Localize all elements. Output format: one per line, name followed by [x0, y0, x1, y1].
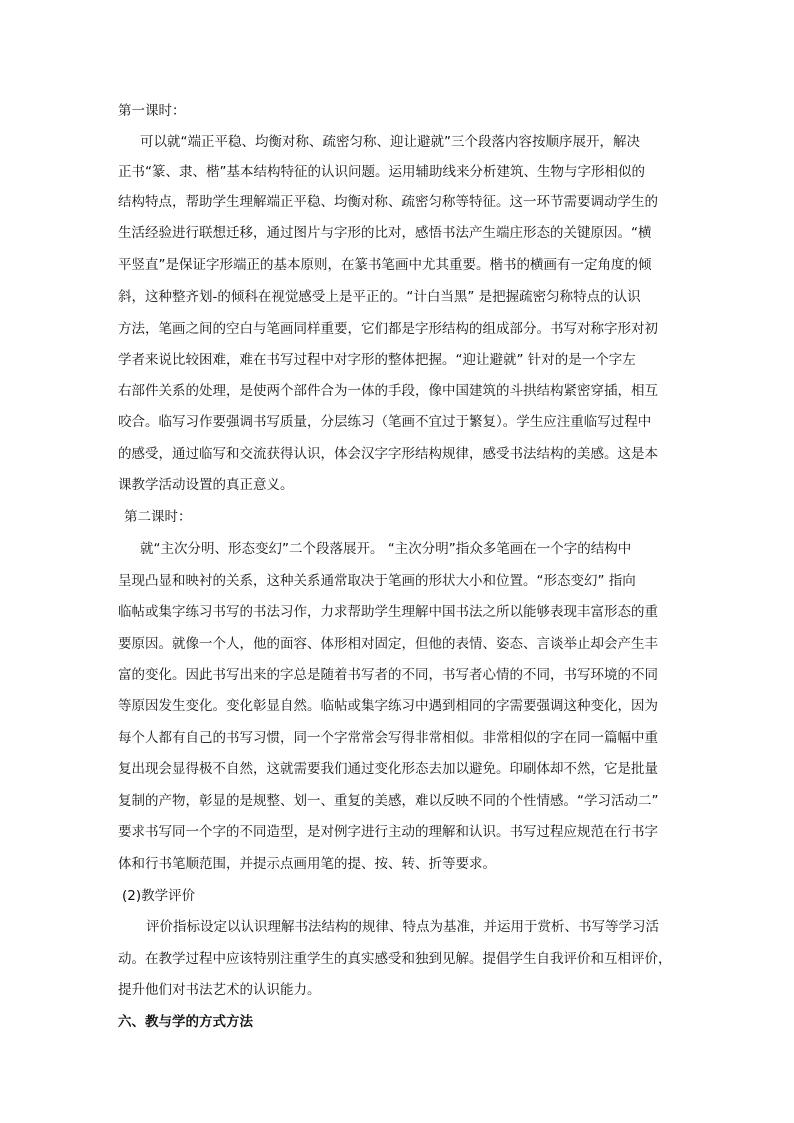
lesson2-line: 要求书写同一个字的不同造型，是对例字进行主动的理解和认识。书写过程应规范在行书字 — [118, 824, 658, 840]
lesson2-line: 就“主次分明、形态变幻”二个段落展开。 “主次分明”指众多笔画在一个字的结构中 — [140, 541, 632, 557]
lesson2-line: 每个人都有自己的书写习惯，同一个字常常会写得非常相似。非常相似的字在同一篇幅中重 — [118, 730, 658, 746]
lesson2-line: 等原因发生变化。变化彰显自然。临帖或集字练习中遇到相同的字需要强调这种变化，因为 — [118, 698, 658, 714]
lesson1-line: 咬合。临写习作要强调书写质量，分层练习（笔画不宜过于繁复）。学生应注重临写过程中 — [118, 414, 652, 430]
lesson2-line: 体和行书笔顺范围，并提示点画用笔的提、按、转、折等要求。 — [118, 856, 496, 872]
lesson1-line: 的感受，通过临写和交流获得认识，体会汉字字形结构规律，感受书法结构的美感。这是本 — [118, 446, 658, 462]
evaluation-line: 提升他们对书法艺术的认识能力。 — [118, 982, 321, 998]
lesson2-line: 富的变化。因此书写出来的字总是随着书写者的不同，书写者心情的不同，书写环境的不同 — [118, 667, 658, 683]
lesson2-heading: 第二课时： — [124, 509, 192, 525]
lesson1-line: 学者来说比较困难，难在书写过程中对字形的整体把握。“迎让避就” 针对的是一个字左 — [118, 352, 636, 368]
lesson1-heading: 第一课时： — [118, 103, 186, 119]
lesson1-line: 斜，这种整齐划-的倾科在视觉感受上是平正的。“计白当黑” 是把握疏密匀称特点的认识 — [118, 289, 641, 305]
lesson1-line: 结构特点，帮助学生理解端正平稳、均衡对称、疏密匀称等特征。这一环节需要调动学生的 — [118, 194, 658, 210]
section6-heading: 六、教与学的方式方法 — [118, 1014, 253, 1030]
lesson1-line: 可以就“端正平稳、均衡对称、疏密匀称、迎让避就”三个段落内容按顺序展开，解决 — [140, 134, 640, 150]
lesson2-line: 临帖或集字练习书写的书法习作，力求帮助学生理解中国书法之所以能够表现丰富形态的重 — [118, 604, 658, 620]
lesson2-line: 复制的产物，彰显的是规整、划一、重复的美感，难以反映不同的个性情感。“学习活动二” — [118, 793, 659, 809]
lesson1-line: 正书“篆、隶、楷”基本结构特征的认识问题。运用辅助线来分析建筑、生物与字形相似的 — [118, 164, 645, 180]
lesson1-line: 课教学活动设置的真正意义。 — [118, 477, 294, 493]
lesson2-line: 要原因。就像一个人，他的面容、体形相对固定，但他的表情、姿态、言谈举止却会产生丰 — [118, 636, 658, 652]
evaluation-line: 评价指标设定以认识理解书法结构的规律、特点为基准，并运用于赏析、书写等学习活 — [146, 919, 659, 935]
lesson2-line: 呈现凸显和映衬的关系，这种关系通常取决于笔画的形状大小和位置。“形态变幻” 指向 — [118, 573, 636, 589]
evaluation-line: 动。在教学过程中应该特别注重学生的真实感受和独到见解。提倡学生自我评价和互相评价， — [118, 951, 672, 967]
lesson1-line: 方法，笔画之间的空白与笔画同样重要，它们都是字形结构的组成部分。书写对称字形对初 — [118, 321, 658, 337]
lesson1-line: 生活经验进行联想迁移，通过图片与字形的比对，感悟书法产生端庄形态的关键原因。“横 — [118, 225, 652, 241]
lesson1-line: 平竖直”是保证字形端正的基本原则，在篆书笔画中尤其重要。楷书的横画有一定角度的倾 — [118, 257, 652, 273]
evaluation-heading: (2)教学评价 — [122, 888, 196, 904]
lesson1-line: 右部件关系的处理，是使两个部件合为一体的手段，像中国建筑的斗拱结构紧密穿插，相互 — [118, 383, 658, 399]
lesson2-line: 复出现会显得极不自然，这就需要我们通过变化形态去加以避免。印刷体却不然，它是批量 — [118, 761, 658, 777]
